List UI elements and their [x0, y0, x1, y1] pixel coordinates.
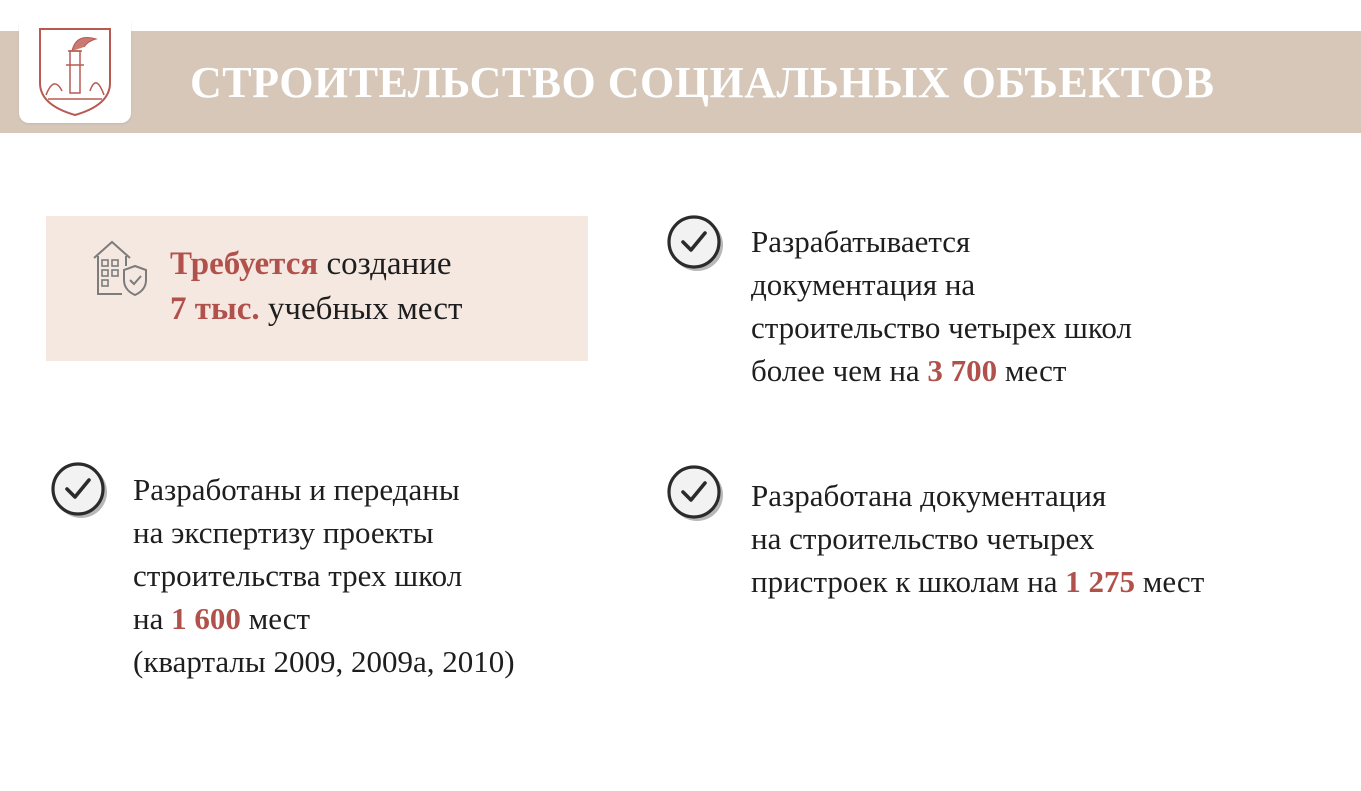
item-line: пристроек к школам на	[751, 564, 1066, 599]
requirement-keyword: Требуется	[170, 246, 319, 282]
item-amount: 3 700	[927, 353, 998, 388]
requirement-line2: учебных мест	[259, 291, 463, 327]
item-line: документация на	[751, 267, 976, 302]
requirement-line1: создание	[318, 246, 452, 282]
item-amount: 1 275	[1065, 564, 1136, 599]
requirement-amount: 7 тыс.	[170, 291, 260, 327]
item-docs-development	[751, 220, 1311, 392]
check-circle-icon	[666, 464, 726, 524]
item-amount: 1 600	[171, 601, 241, 636]
item-line: строительство четырех школ	[751, 310, 1132, 345]
item-extensions-docs	[751, 474, 1321, 603]
page-title: СТРОИТЕЛЬСТВО СОЦИАЛЬНЫХ ОБЪЕКТОВ	[190, 57, 1215, 107]
check-circle-icon	[50, 461, 110, 521]
building-shield-icon	[88, 236, 150, 298]
emblem-card	[19, 21, 131, 123]
check-circle-icon	[666, 214, 726, 274]
item-line: Разработана документация	[751, 478, 1107, 513]
item-projects-submitted	[133, 468, 653, 683]
requirement-text	[170, 242, 580, 332]
item-line: на строительство четырех	[751, 521, 1095, 556]
item-line: мест	[1135, 564, 1205, 599]
city-coat-of-arms-icon	[36, 25, 114, 117]
item-line: Разрабатывается	[751, 224, 971, 259]
item-line: более чем на	[751, 353, 928, 388]
item-line: мест	[240, 601, 311, 636]
item-line: на экспертизу проекты	[133, 515, 434, 550]
item-line: мест	[997, 353, 1067, 388]
item-line: строительства трех школ	[133, 558, 463, 593]
item-line: Разработаны и переданы	[133, 472, 460, 507]
item-line: на	[133, 601, 172, 636]
item-quarters: (кварталы 2009, 2009а, 2010)	[133, 644, 515, 679]
